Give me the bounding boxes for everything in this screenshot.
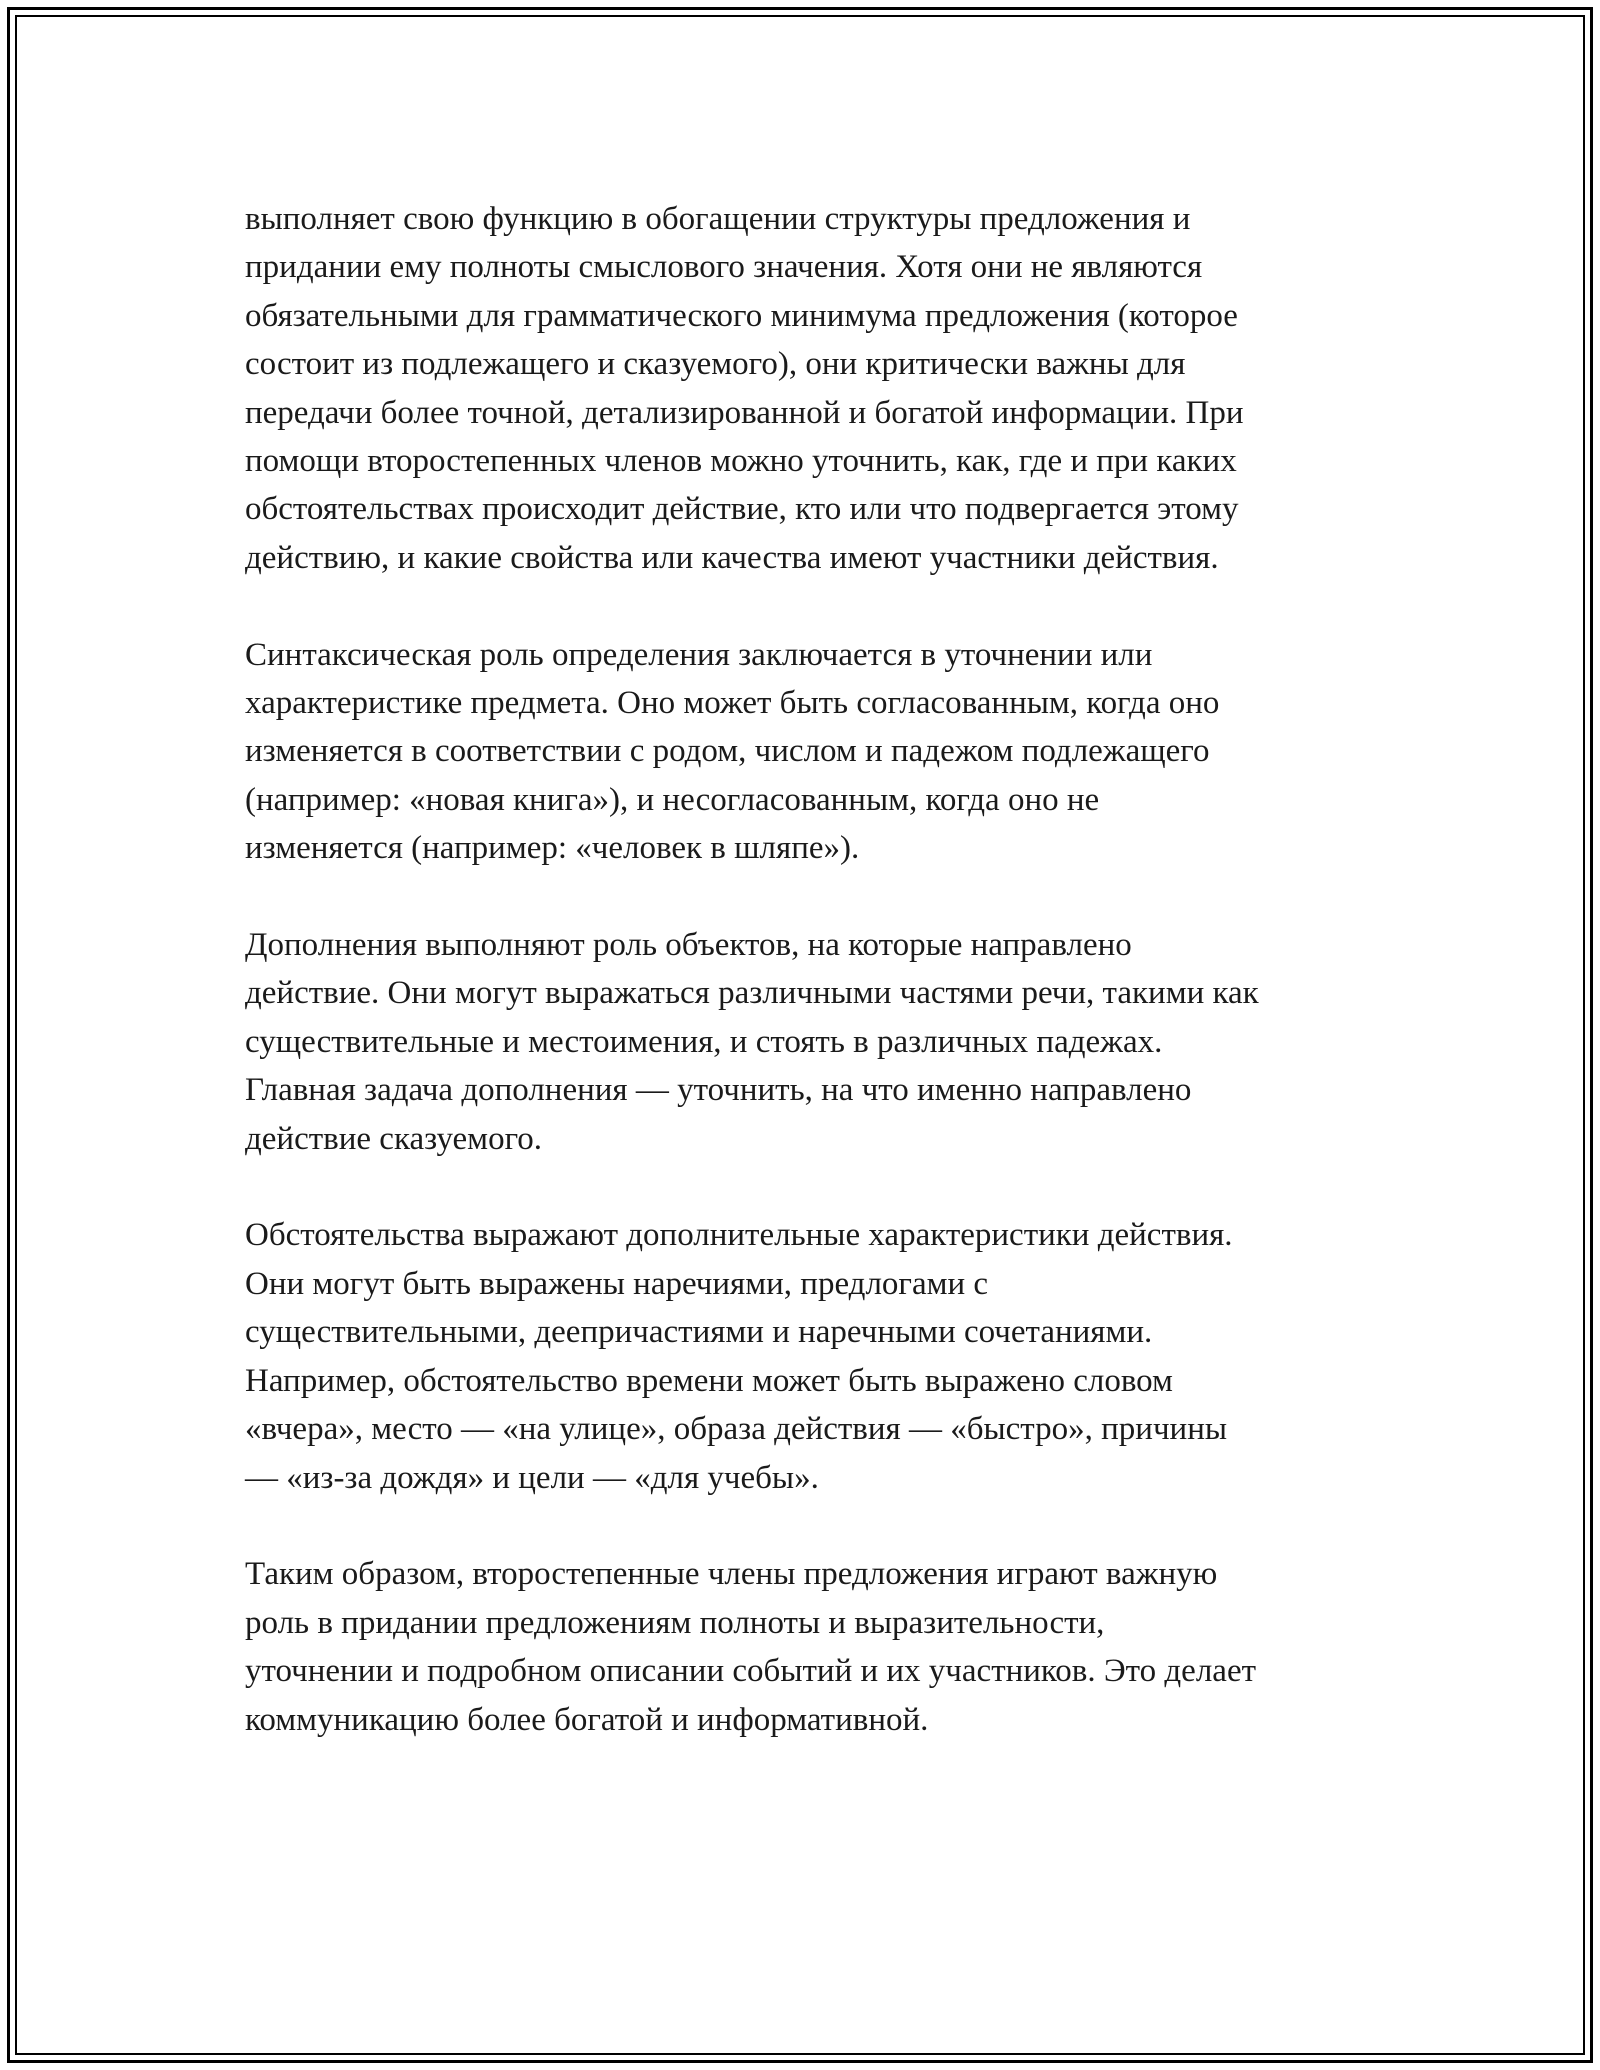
text-line: Синтаксическая роль определения заключается в уточнении или	[245, 636, 1153, 673]
text-line: обязательными для грамматического минимума предложения (которое	[245, 297, 1238, 334]
text-line: Обстоятельства выражают дополнительные характеристики действия.	[245, 1217, 1233, 1254]
text-line: роль в придании предложениям полноты и выразительности,	[245, 1604, 1105, 1641]
paragraph-2	[245, 631, 1385, 873]
paragraph-3	[245, 921, 1385, 1163]
text-line: состоит из подлежащего и сказуемого), они критически важны для	[245, 346, 1186, 383]
text-line: характеристике предмета. Оно может быть согласованным, когда оно	[245, 685, 1220, 722]
text-line: действию, и какие свойства или качества имеют участники действия.	[245, 539, 1219, 576]
text-line: «вчера», место — «на улице», образа действия — «быстро», причины	[245, 1411, 1228, 1448]
text-line: Они могут быть выражены наречиями, предлогами с	[245, 1265, 989, 1302]
text-line: обстоятельствах происходит действие, кто или что подвергается этому	[245, 491, 1239, 528]
paragraph-5	[245, 1550, 1385, 1744]
paragraph-4	[245, 1211, 1385, 1501]
text-line: существительные и местоимения, и стоять в различных падежах.	[245, 1023, 1163, 1060]
text-line: Главная задача дополнения — уточнить, на что именно направлено	[245, 1072, 1192, 1109]
text-line: изменяется (например: «человек в шляпе»).	[245, 830, 860, 867]
text-line: Таким образом, второстепенные члены предложения играют важную	[245, 1556, 1218, 1593]
text-line: существительными, деепричастиями и наречными сочетаниями.	[245, 1314, 1153, 1351]
text-line: Например, обстоятельство времени может быть выражено словом	[245, 1362, 1173, 1399]
paragraph-1	[245, 195, 1385, 582]
text-line: коммуникацию более богатой и информативной.	[245, 1701, 929, 1738]
text-line: придании ему полноты смыслового значения. Хотя они не являются	[245, 249, 1203, 286]
text-line: — «из-за дождя» и цели — «для учебы».	[245, 1459, 819, 1496]
document-body	[245, 195, 1385, 1792]
text-line: передачи более точной, детализированной и богатой информации. При	[245, 394, 1244, 431]
text-line: помощи второстепенных членов можно уточнить, как, где и при каких	[245, 443, 1237, 480]
text-line: действие сказуемого.	[245, 1120, 543, 1157]
page-frame	[7, 7, 1593, 2063]
text-line: Дополнения выполняют роль объектов, на которые направлено	[245, 927, 1132, 964]
text-line: уточнении и подробном описании событий и их участников. Это делает	[245, 1653, 1257, 1690]
text-line: действие. Они могут выражаться различными частями речи, такими как	[245, 975, 1259, 1012]
text-line: выполняет свою функцию в обогащении структуры предложения и	[245, 201, 1191, 237]
text-line: изменяется в соответствии с родом, числом и падежом подлежащего	[245, 733, 1210, 770]
text-line: (например: «новая книга»), и несогласованным, когда оно не	[245, 781, 1100, 818]
